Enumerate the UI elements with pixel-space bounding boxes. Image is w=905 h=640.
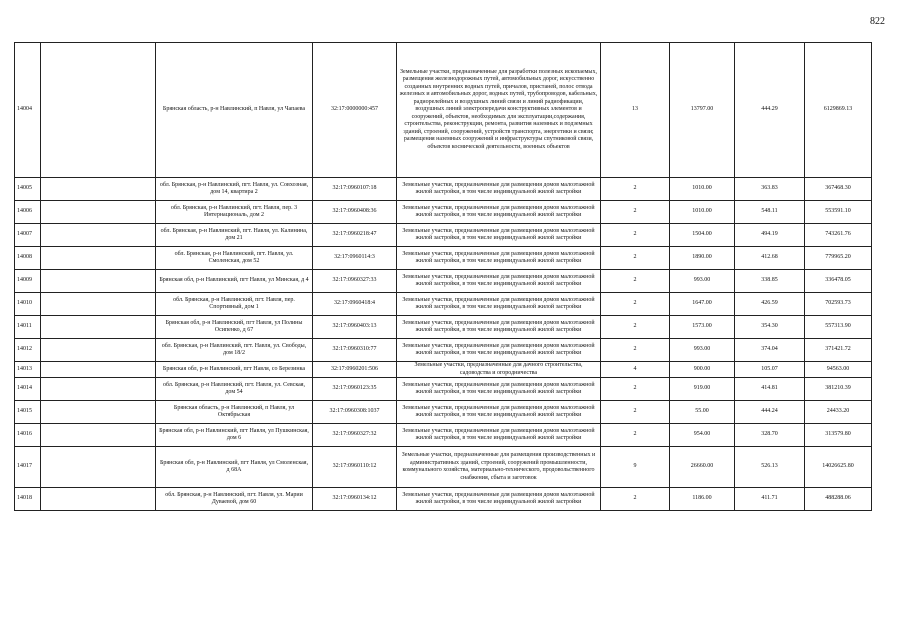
- table-row: [15, 316, 872, 339]
- use-category: 2: [601, 224, 670, 247]
- blank-cell: [41, 270, 156, 293]
- land-use-description: Земельные участки, предназначенные для размещения домов малоэтажной жилой застройки, в том числе индивидуальной жилой застройки: [397, 293, 601, 316]
- land-use-description: Земельные участки, предназначенные для размещения домов малоэтажной жилой застройки, в том числе индивидуальной жилой застройки: [397, 339, 601, 362]
- rate-value: 414.81: [735, 378, 805, 401]
- cadastral-value: 14026625.80: [805, 447, 872, 488]
- area-value: 1647.00: [670, 293, 735, 316]
- use-category: 9: [601, 447, 670, 488]
- table-row: [15, 178, 872, 201]
- rate-value: 411.71: [735, 488, 805, 511]
- use-category: 2: [601, 378, 670, 401]
- area-value: 1010.00: [670, 178, 735, 201]
- land-register-table: [14, 42, 872, 511]
- cadastral-value: 336478.05: [805, 270, 872, 293]
- table-row: [15, 270, 872, 293]
- cadastral-number: 32:17:0000000:457: [313, 43, 397, 178]
- blank-cell: [41, 293, 156, 316]
- record-id: 14005: [15, 178, 41, 201]
- record-id: 14013: [15, 362, 41, 378]
- cadastral-number: 32:17:0960107:18: [313, 178, 397, 201]
- cadastral-value: 24433.20: [805, 401, 872, 424]
- table-row: [15, 378, 872, 401]
- address-cell: Брянская область, р-н Навлинский, п Навля, ул Октябрьская: [156, 401, 313, 424]
- land-use-description: Земельные участки, предназначенные для размещения производственных и административных зданий, строений, сооружений промышленности, коммунального хозяйства, материально-технического, продовольственного снабжения, сбыта и заготовок: [397, 447, 601, 488]
- table-row: [15, 488, 872, 511]
- cadastral-number: 32:17:0960123:35: [313, 378, 397, 401]
- land-use-description: Земельные участки, предназначенные для размещения домов малоэтажной жилой застройки, в том числе индивидуальной жилой застройки: [397, 401, 601, 424]
- address-cell: обл. Брянская, р-н Навлинский, пгт. Навля, пер. Спортивный, дом 1: [156, 293, 313, 316]
- land-use-description: Земельные участки, предназначенные для размещения домов малоэтажной жилой застройки, в том числе индивидуальной жилой застройки: [397, 270, 601, 293]
- use-category: 2: [601, 316, 670, 339]
- rate-value: 494.19: [735, 224, 805, 247]
- record-id: 14009: [15, 270, 41, 293]
- use-category: 2: [601, 293, 670, 316]
- cadastral-number: 32:17:0960327:33: [313, 270, 397, 293]
- record-id: 14004: [15, 43, 41, 178]
- record-id: 14012: [15, 339, 41, 362]
- rate-value: 105.07: [735, 362, 805, 378]
- rate-value: 338.85: [735, 270, 805, 293]
- land-use-description: Земельные участки, предназначенные для размещения домов малоэтажной жилой застройки, в том числе индивидуальной жилой застройки: [397, 224, 601, 247]
- use-category: 2: [601, 424, 670, 447]
- blank-cell: [41, 424, 156, 447]
- land-use-description: Земельные участки, предназначенные для размещения домов малоэтажной жилой застройки, в том числе индивидуальной жилой застройки: [397, 378, 601, 401]
- record-id: 14018: [15, 488, 41, 511]
- blank-cell: [41, 43, 156, 178]
- rate-value: 328.70: [735, 424, 805, 447]
- rate-value: 444.29: [735, 43, 805, 178]
- area-value: 1504.00: [670, 224, 735, 247]
- use-category: 2: [601, 270, 670, 293]
- blank-cell: [41, 339, 156, 362]
- address-cell: обл. Брянская, р-н Навлинский, пгт. Навля, ул. Свободы, дом 18/2: [156, 339, 313, 362]
- area-value: 993.00: [670, 270, 735, 293]
- record-id: 14014: [15, 378, 41, 401]
- cadastral-value: 553591.10: [805, 201, 872, 224]
- cadastral-number: 32:17:0960201:506: [313, 362, 397, 378]
- address-cell: Брянская обл, р-н Навлинский, пгт Навля, ул Пушкинская, дом 6: [156, 424, 313, 447]
- cadastral-value: 488288.06: [805, 488, 872, 511]
- area-value: 1573.00: [670, 316, 735, 339]
- rate-value: 354.30: [735, 316, 805, 339]
- cadastral-number: 32:17:0960418:4: [313, 293, 397, 316]
- record-id: 14006: [15, 201, 41, 224]
- cadastral-number: 32:17:0960308:1037: [313, 401, 397, 424]
- rate-value: 526.13: [735, 447, 805, 488]
- area-value: 993.00: [670, 339, 735, 362]
- record-id: 14011: [15, 316, 41, 339]
- land-use-description: Земельные участки, предназначенные для размещения домов малоэтажной жилой застройки, в том числе индивидуальной жилой застройки: [397, 247, 601, 270]
- cadastral-value: 779965.20: [805, 247, 872, 270]
- address-cell: обл. Брянская, р-н Навлинский, пгт. Навля, ул. Калинина, дом 21: [156, 224, 313, 247]
- use-category: 2: [601, 339, 670, 362]
- table-row: [15, 339, 872, 362]
- table-row: [15, 362, 872, 378]
- area-value: 900.00: [670, 362, 735, 378]
- cadastral-value: 381210.39: [805, 378, 872, 401]
- address-cell: обл. Брянская, р-н Навлинский, пгт. Навля, ул. Марии Дуваевой, дом 60: [156, 488, 313, 511]
- table-row: [15, 424, 872, 447]
- table-row: [15, 447, 872, 488]
- table-row: [15, 224, 872, 247]
- blank-cell: [41, 447, 156, 488]
- address-cell: Брянская обл, р-н Навлинский, пгт Навля, ул Минская, д 4: [156, 270, 313, 293]
- cadastral-value: 371421.72: [805, 339, 872, 362]
- address-cell: обл. Брянская, р-н Навлинский, пгт. Навля, ул. Севская, дом 54: [156, 378, 313, 401]
- record-id: 14015: [15, 401, 41, 424]
- record-id: 14016: [15, 424, 41, 447]
- rate-value: 548.11: [735, 201, 805, 224]
- address-cell: обл. Брянская, р-н Навлинский, пгт. Навля, ул. Смоленская, дом 52: [156, 247, 313, 270]
- blank-cell: [41, 247, 156, 270]
- rate-value: 412.68: [735, 247, 805, 270]
- cadastral-value: 313579.80: [805, 424, 872, 447]
- page-number: 822: [870, 16, 885, 27]
- cadastral-value: 557313.90: [805, 316, 872, 339]
- use-category: 2: [601, 201, 670, 224]
- record-id: 14008: [15, 247, 41, 270]
- area-value: 919.00: [670, 378, 735, 401]
- table-row: [15, 401, 872, 424]
- land-use-description: Земельные участки, предназначенные для размещения домов малоэтажной жилой застройки, в том числе индивидуальной жилой застройки: [397, 316, 601, 339]
- use-category: 2: [601, 401, 670, 424]
- table-row: [15, 43, 872, 178]
- area-value: 1186.00: [670, 488, 735, 511]
- use-category: 2: [601, 488, 670, 511]
- use-category: 2: [601, 247, 670, 270]
- cadastral-value: 743261.76: [805, 224, 872, 247]
- land-use-description: Земельные участки, предназначенные для размещения домов малоэтажной жилой застройки, в том числе индивидуальной жилой застройки: [397, 488, 601, 511]
- land-use-description: Земельные участки, предназначенные для дачного строительства, садоводства и огородничества: [397, 362, 601, 378]
- address-cell: Брянская обл, р-н Навлинский, пгт Навля, ул Полины Осипенко, д 67: [156, 316, 313, 339]
- address-cell: обл. Брянская, р-н Навлинский, пгт. Навля, пер. 3 Интернациональ, дом 2: [156, 201, 313, 224]
- land-use-description: Земельные участки, предназначенные для размещения домов малоэтажной жилой застройки, в том числе индивидуальной жилой застройки: [397, 201, 601, 224]
- cadastral-number: 32:17:0960218:47: [313, 224, 397, 247]
- blank-cell: [41, 224, 156, 247]
- record-id: 14017: [15, 447, 41, 488]
- address-cell: Брянская обл, р-н Навлинский, пгт Навля, ул Смоленская, д 68А: [156, 447, 313, 488]
- cadastral-number: 32:17:0960408:36: [313, 201, 397, 224]
- area-value: 954.00: [670, 424, 735, 447]
- blank-cell: [41, 362, 156, 378]
- cadastral-number: 32:17:0960110:12: [313, 447, 397, 488]
- use-category: 13: [601, 43, 670, 178]
- address-cell: Брянская область, р-н Навлинский, п Навля, ул Чапаева: [156, 43, 313, 178]
- cadastral-value: 6129869.13: [805, 43, 872, 178]
- rate-value: 363.83: [735, 178, 805, 201]
- land-use-description: Земельные участки, предназначенные для разработки полезных ископаемых, размещения железнодорожных путей, автомобильных дорог, искусственно созданных внутренних водных путей, причалов, пристаней, полос отвода железных и автомобильных дорог, водных путей, трубопроводов, кабельных, радиорелейных и воздушных линий связи и линий радиофикации, воздушных линий электропередачи конструктивных элементов и сооружений, объектов, необходимых для эксплуатации,содержания, строительства, реконструкции, ремонта, развития наземных и подземных зданий, строений, сооружений, устройств транспорта, энергетики и связи; размещения наземных сооружений и инфраструктуры спутниковой связи, объектов космической деятельности, военных объектов: [397, 43, 601, 178]
- cadastral-value: 367468.30: [805, 178, 872, 201]
- rate-value: 374.04: [735, 339, 805, 362]
- area-value: 1890.00: [670, 247, 735, 270]
- rate-value: 444.24: [735, 401, 805, 424]
- area-value: 13797.00: [670, 43, 735, 178]
- cadastral-value: 94563.00: [805, 362, 872, 378]
- use-category: 4: [601, 362, 670, 378]
- blank-cell: [41, 378, 156, 401]
- area-value: 55.00: [670, 401, 735, 424]
- area-value: 26660.00: [670, 447, 735, 488]
- record-id: 14010: [15, 293, 41, 316]
- address-cell: обл. Брянская, р-н Навлинский, пгт. Навля, ул. Совхозная, дом 14, квартира 2: [156, 178, 313, 201]
- cadastral-number: 32:17:0960310:77: [313, 339, 397, 362]
- cadastral-value: 702593.73: [805, 293, 872, 316]
- blank-cell: [41, 488, 156, 511]
- table-row: [15, 247, 872, 270]
- cadastral-number: 32:17:0960403:13: [313, 316, 397, 339]
- cadastral-number: 32:17:0960114:3: [313, 247, 397, 270]
- land-use-description: Земельные участки, предназначенные для размещения домов малоэтажной жилой застройки, в том числе индивидуальной жилой застройки: [397, 424, 601, 447]
- use-category: 2: [601, 178, 670, 201]
- record-id: 14007: [15, 224, 41, 247]
- blank-cell: [41, 201, 156, 224]
- blank-cell: [41, 401, 156, 424]
- table-row: [15, 293, 872, 316]
- area-value: 1010.00: [670, 201, 735, 224]
- blank-cell: [41, 316, 156, 339]
- table-row: [15, 201, 872, 224]
- cadastral-number: 32:17:0960327:32: [313, 424, 397, 447]
- land-use-description: Земельные участки, предназначенные для размещения домов малоэтажной жилой застройки, в том числе индивидуальной жилой застройки: [397, 178, 601, 201]
- rate-value: 426.59: [735, 293, 805, 316]
- blank-cell: [41, 178, 156, 201]
- cadastral-number: 32:17:0960134:12: [313, 488, 397, 511]
- address-cell: Брянская обл, р-н Навлинский, пгт Навля, со Березинка: [156, 362, 313, 378]
